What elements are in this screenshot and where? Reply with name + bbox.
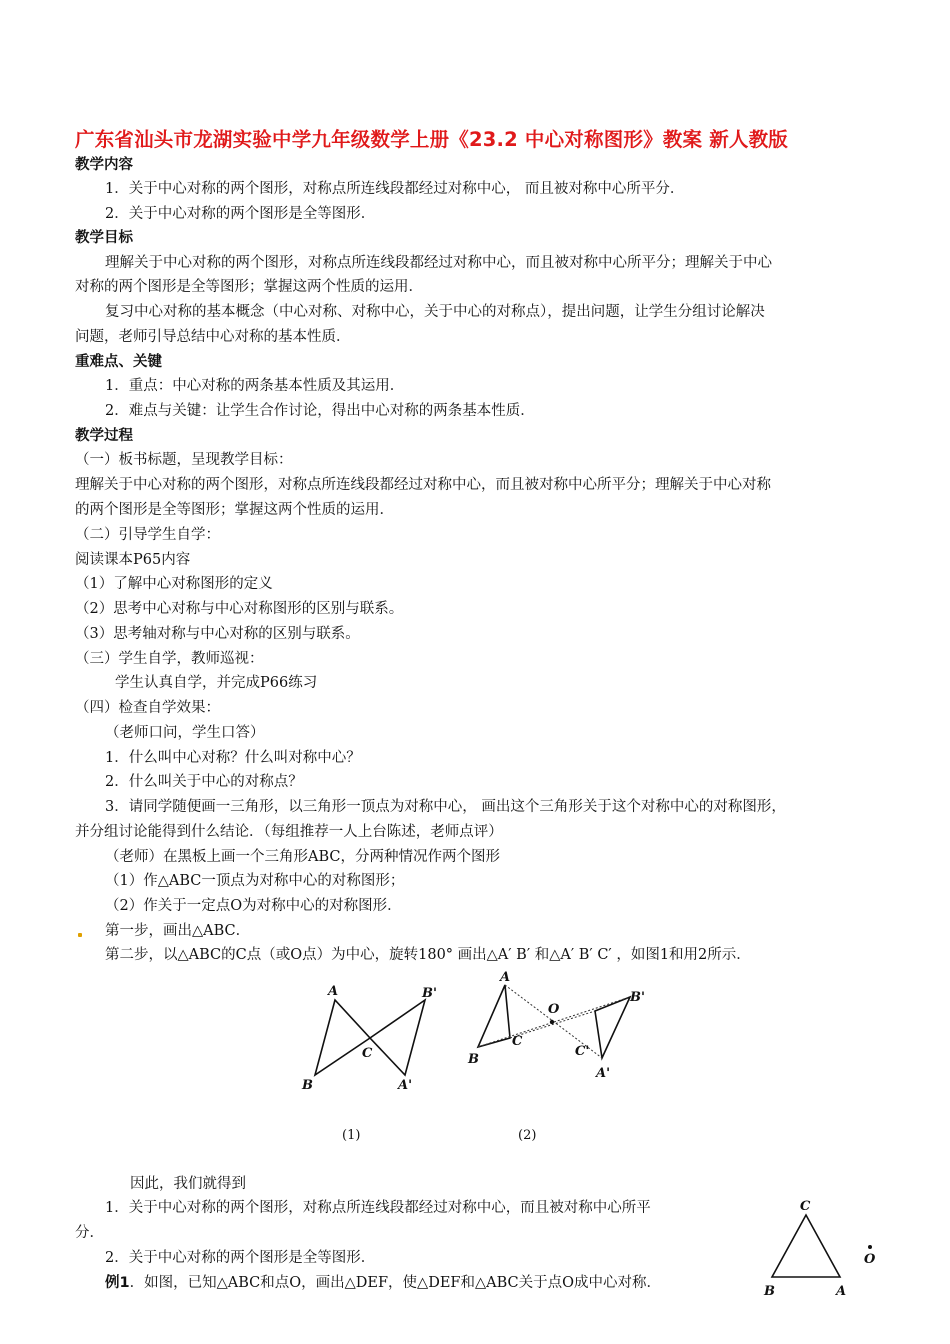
example-figure bbox=[758, 1195, 888, 1305]
process-step-2b: （1）了解中心对称图形的定义 bbox=[75, 576, 273, 592]
goals-paragraph-2a: 复习中心对称的基本概念（中心对称、对称中心，关于中心的对称点），提出问题，让学生分组讨论解决 bbox=[105, 304, 765, 320]
content-point-2: 2．关于中心对称的两个图形是全等图形． bbox=[105, 206, 376, 222]
dot-mark bbox=[78, 933, 82, 937]
label-A-2: A bbox=[500, 970, 511, 985]
example-label: 例1 bbox=[105, 1275, 130, 1291]
question-3a: 3．请同学随便画一三角形，以三角形一顶点为对称中心， 画出这个三角形关于这个对称中心的对称图形， bbox=[105, 799, 786, 815]
teacher-line-1: （老师）在黑板上画一个三角形ABC，分两种情况作两个图形 bbox=[105, 849, 500, 865]
triangle-abc bbox=[315, 1000, 370, 1075]
section-heading-goals: 教学目标 bbox=[75, 230, 133, 246]
key-point-2: 2．难点与关键：让学生合作讨论，得出中心对称的两条基本性质． bbox=[105, 403, 535, 419]
content-point-1: 1．关于中心对称的两个图形，对称点所连线段都经过对称中心， 而且被对称中心所平分． bbox=[105, 181, 685, 197]
document-title: 广东省汕头市龙湖实验中学九年级数学上册《23.2 中心对称图形》教案 新人教版 bbox=[75, 128, 788, 151]
label-C-example: C bbox=[800, 1199, 811, 1214]
section-heading-content: 教学内容 bbox=[75, 157, 133, 173]
question-3b: 并分组讨论能得到什么结论．（每组推荐一人上台陈述，老师点评） bbox=[75, 824, 503, 840]
process-step-1a: 理解关于中心对称的两个图形，对称点所连线段都经过对称中心，而且被对称中心所平分；理解关于中心对称 bbox=[75, 477, 771, 493]
key-point-1: 1．重点：中心对称的两条基本性质及其运用． bbox=[105, 378, 405, 394]
process-step-2a: 阅读课本P65内容 bbox=[75, 552, 191, 568]
label-O-example: O bbox=[864, 1252, 876, 1267]
goals-paragraph-1b: 对称的两个图形是全等图形；掌握这两个性质的运用． bbox=[75, 279, 423, 295]
label-Ap-2: A' bbox=[596, 1066, 611, 1081]
figure-1-caption: (1) bbox=[342, 1128, 361, 1143]
figure-2 bbox=[467, 970, 645, 1143]
process-step-2c: （2）思考中心对称与中心对称图形的区别与联系。 bbox=[75, 601, 404, 617]
process-step-4a: （老师口问，学生口答） bbox=[105, 725, 265, 741]
label-Ap: A' bbox=[398, 1078, 413, 1093]
teacher-line-2: （1）作△ABC一顶点为对称中心的对称图形； bbox=[105, 873, 405, 889]
label-A-example: A bbox=[836, 1284, 847, 1299]
process-step-2: （二）引导学生自学： bbox=[75, 527, 220, 543]
section-heading-key: 重难点、关键 bbox=[75, 354, 162, 370]
label-B-2: B bbox=[468, 1052, 479, 1067]
process-step-4: （四）检查自学效果： bbox=[75, 700, 220, 716]
process-step-2d: （3）思考轴对称与中心对称的区别与联系。 bbox=[75, 626, 360, 642]
label-B: B bbox=[302, 1078, 313, 1093]
label-Bp-2: B' bbox=[630, 990, 645, 1005]
center-point-o bbox=[550, 1020, 554, 1024]
goals-paragraph-1a: 理解关于中心对称的两个图形，对称点所连线段都经过对称中心，而且被对称中心所平分；理解关于中心 bbox=[105, 255, 772, 271]
conclusion-1b: 分． bbox=[75, 1225, 104, 1241]
label-O-2: O bbox=[548, 1002, 560, 1017]
triangle-abc-example bbox=[772, 1215, 840, 1277]
label-A: A bbox=[328, 984, 339, 999]
process-step-1b: 的两个图形是全等图形；掌握这两个性质的运用． bbox=[75, 502, 394, 518]
step-one: 第一步，画出△ABC． bbox=[105, 923, 251, 939]
example-text: ．如图，已知△ABC和点O，画出△DEF，使△DEF和△ABC关于点O成中心对称． bbox=[129, 1275, 661, 1291]
section-heading-process: 教学过程 bbox=[75, 428, 133, 444]
figure-1 bbox=[301, 984, 437, 1143]
label-C: C bbox=[362, 1046, 373, 1061]
step-two: 第二步，以△ABC的C点（或O点）为中心，旋转180° 画出△A′ B′ 和△A′ B′ C′ ，如图1和用2所示． bbox=[105, 947, 751, 963]
figures-illustration bbox=[290, 965, 670, 1155]
process-step-3: （三）学生自学，教师巡视： bbox=[75, 651, 264, 667]
label-Cp-2: C' bbox=[575, 1044, 590, 1059]
triangle-apbpc bbox=[370, 1000, 425, 1075]
label-Bp: B' bbox=[422, 986, 437, 1001]
process-step-1: （一）板书标题，呈现教学目标： bbox=[75, 452, 293, 468]
triangle-apbpcp bbox=[595, 997, 630, 1058]
label-B-example: B bbox=[764, 1284, 775, 1299]
goals-paragraph-2b: 问题，老师引导总结中心对称的基本性质． bbox=[75, 329, 351, 345]
figure-2-caption: (2) bbox=[518, 1128, 537, 1143]
label-C-2: C bbox=[512, 1034, 523, 1049]
conclusion-2: 2．关于中心对称的两个图形是全等图形． bbox=[105, 1250, 376, 1266]
question-2: 2．什么叫关于中心的对称点？ bbox=[105, 774, 303, 790]
question-1: 1．什么叫中心对称？什么叫对称中心？ bbox=[105, 750, 361, 766]
conclusion-1a: 1．关于中心对称的两个图形，对称点所连线段都经过对称中心，而且被对称中心所平 bbox=[105, 1200, 651, 1216]
point-o-example bbox=[868, 1245, 872, 1249]
example-1 bbox=[105, 1274, 661, 1292]
process-step-3a: 学生认真自学，并完成P66练习 bbox=[115, 675, 318, 691]
teacher-line-3: （2）作关于一定点O为对称中心的对称图形． bbox=[105, 898, 402, 914]
conclusion-intro: 因此，我们就得到 bbox=[130, 1176, 246, 1192]
